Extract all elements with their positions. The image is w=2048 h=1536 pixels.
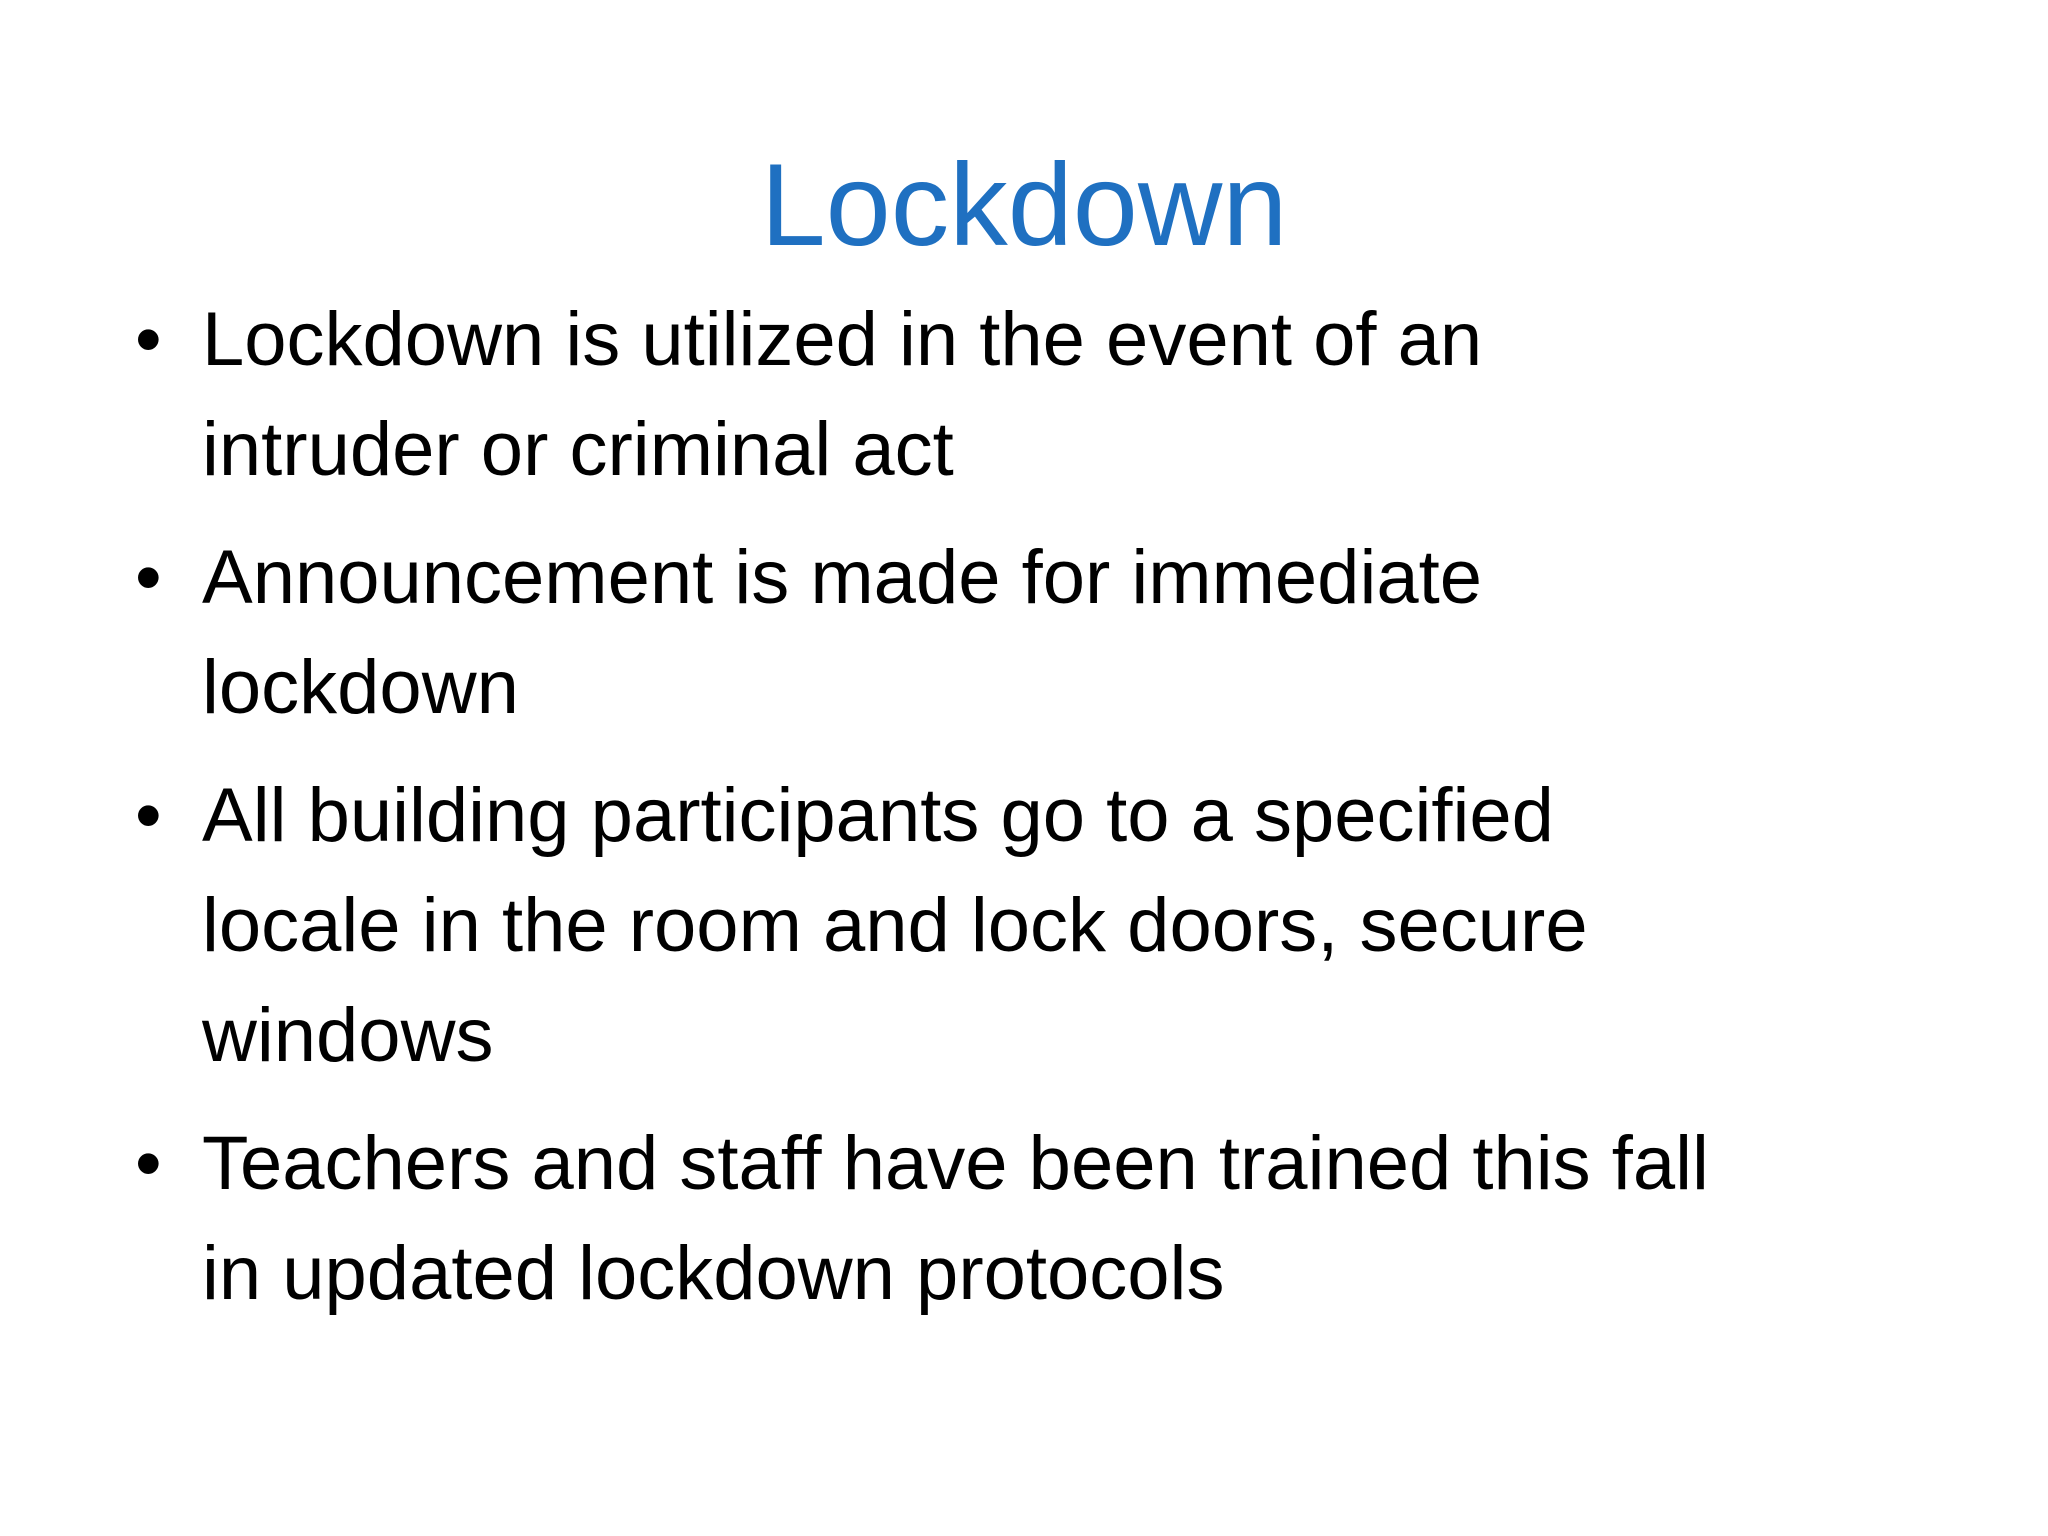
bullet-line: locale in the room and lock doors, secure	[202, 883, 1588, 968]
bullet-line: lockdown	[202, 645, 519, 730]
bullet-line: in updated lockdown protocols	[202, 1231, 1225, 1316]
bullet-dot-icon: •	[135, 773, 162, 858]
bullet-line: All building participants go to a specified	[202, 773, 1554, 858]
bullet-line: Announcement is made for immediate	[202, 535, 1482, 620]
bullet-item-2	[130, 523, 1930, 743]
bullet-dot-icon: •	[135, 535, 162, 620]
bullet-line: Teachers and staff have been trained this fall	[202, 1121, 1709, 1206]
bullet-line: Lockdown is utilized in the event of an	[202, 297, 1483, 382]
bullet-line: windows	[202, 993, 494, 1078]
bullet-item-1	[130, 285, 1930, 505]
bullet-item-4	[130, 1109, 1930, 1329]
slide-title: Lockdown	[760, 139, 1288, 270]
bullet-dot-icon: •	[135, 1121, 162, 1206]
bullet-dot-icon: •	[135, 297, 162, 382]
bullet-list	[130, 285, 1930, 1347]
bullet-line: intruder or criminal act	[202, 407, 954, 492]
bullet-item-3	[130, 761, 1930, 1091]
